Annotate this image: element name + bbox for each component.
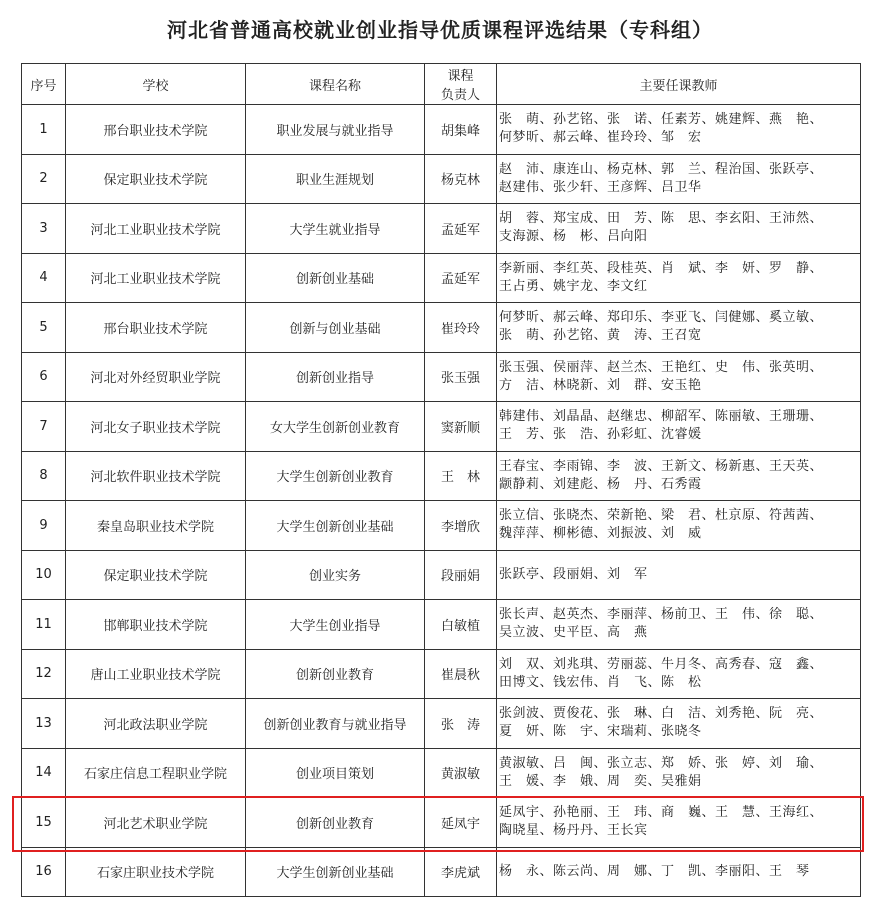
- cell-school: 河北政法职业学院: [66, 699, 246, 749]
- cell-course: 创新创业教育: [246, 798, 425, 848]
- cell-leader: 胡集峰: [425, 105, 497, 155]
- cell-leader: 杨克林: [425, 154, 497, 204]
- cell-course: 创新创业基础: [246, 253, 425, 303]
- cell-school: 河北艺术职业学院: [66, 798, 246, 848]
- table-row: [22, 649, 861, 699]
- header-teachers: 主要任课教师: [497, 64, 861, 105]
- results-table: [21, 63, 861, 897]
- cell-school: 河北对外经贸职业学院: [66, 352, 246, 402]
- cell-course: 大学生创新创业教育: [246, 451, 425, 501]
- cell-teachers: [497, 352, 861, 402]
- cell-no: 10: [22, 550, 66, 600]
- table-row: [22, 154, 861, 204]
- cell-teachers: [497, 402, 861, 452]
- teachers-line2: 方 洁、林晓新、刘 群、安玉艳: [499, 377, 702, 393]
- cell-leader: 王 林: [425, 451, 497, 501]
- teachers-line1: 黄淑敏、吕 闽、张立志、郑 娇、张 婷、刘 瑜、: [499, 755, 824, 771]
- teachers-line1: 张跃亭、段丽娟、刘 军: [499, 566, 648, 582]
- header-no: 序号: [22, 64, 66, 105]
- teachers-line1: 胡 蓉、郑宝成、田 芳、陈 思、李玄阳、王沛然、: [499, 211, 824, 227]
- cell-leader: 崔玲玲: [425, 303, 497, 353]
- teachers-line2: 王 芳、张 浩、孙彩虹、沈睿媛: [499, 427, 702, 443]
- table-row: [22, 699, 861, 749]
- cell-no: 13: [22, 699, 66, 749]
- cell-school: 河北软件职业技术学院: [66, 451, 246, 501]
- cell-leader: 李增欣: [425, 501, 497, 551]
- table-row: [22, 748, 861, 798]
- cell-school: 石家庄职业技术学院: [66, 847, 246, 897]
- teachers-line2: 赵建伟、张少轩、王彦辉、吕卫华: [499, 179, 702, 195]
- header-course: 课程名称: [246, 64, 425, 105]
- cell-school: 邯郸职业技术学院: [66, 600, 246, 650]
- cell-course: 大学生创新创业基础: [246, 847, 425, 897]
- cell-no: 11: [22, 600, 66, 650]
- cell-school: 唐山工业职业技术学院: [66, 649, 246, 699]
- teachers-line1: 何梦昕、郝云峰、郑印乐、李亚飞、闫健娜、奚立敏、: [499, 310, 824, 326]
- teachers-line2: 颛静莉、刘建彪、杨 丹、石秀霞: [499, 476, 702, 492]
- cell-course: 大学生创业指导: [246, 600, 425, 650]
- teachers-line2: 支海源、杨 彬、吕向阳: [499, 229, 648, 245]
- header-school: 学校: [66, 64, 246, 105]
- cell-teachers: [497, 154, 861, 204]
- cell-teachers: [497, 105, 861, 155]
- cell-no: 14: [22, 748, 66, 798]
- cell-no: 8: [22, 451, 66, 501]
- cell-school: 保定职业技术学院: [66, 550, 246, 600]
- table-row: [22, 303, 861, 353]
- cell-leader: 孟延军: [425, 204, 497, 254]
- table-header-row: [22, 64, 861, 105]
- table-row: [22, 451, 861, 501]
- teachers-line2: 陶晓星、杨丹丹、王长宾: [499, 823, 648, 839]
- cell-no: 4: [22, 253, 66, 303]
- header-leader-line2: 负责人: [440, 88, 480, 103]
- cell-teachers: [497, 699, 861, 749]
- teachers-line1: 李新丽、李红英、段桂英、肖 斌、李 妍、罗 静、: [499, 260, 824, 276]
- teachers-line1: 王春宝、李雨锦、李 波、王新文、杨新惠、王天英、: [499, 458, 824, 474]
- cell-leader: 白敏植: [425, 600, 497, 650]
- table-row: [22, 501, 861, 551]
- cell-no: 9: [22, 501, 66, 551]
- table-row: [22, 204, 861, 254]
- teachers-line1: 张立信、张晓杰、荣新艳、梁 君、杜京原、符茜茜、: [499, 508, 824, 524]
- cell-no: 3: [22, 204, 66, 254]
- cell-school: 邢台职业技术学院: [66, 105, 246, 155]
- teachers-line2: 夏 妍、陈 宇、宋瑞莉、张晓冬: [499, 724, 702, 740]
- cell-teachers: [497, 550, 861, 600]
- teachers-line2: 田博文、钱宏伟、肖 飞、陈 松: [499, 674, 702, 690]
- cell-leader: 孟延军: [425, 253, 497, 303]
- cell-no: 16: [22, 847, 66, 897]
- teachers-line1: 延凤宇、孙艳丽、王 玮、商 巍、王 慧、王海红、: [499, 805, 824, 821]
- cell-course: 职业生涯规划: [246, 154, 425, 204]
- cell-school: 邢台职业技术学院: [66, 303, 246, 353]
- teachers-line2: 王占勇、姚宇龙、李文红: [499, 278, 648, 294]
- cell-leader: 延凤宇: [425, 798, 497, 848]
- table-row: [22, 550, 861, 600]
- cell-school: 河北工业职业技术学院: [66, 253, 246, 303]
- cell-teachers: [497, 451, 861, 501]
- teachers-line2: 魏萍萍、柳彬德、刘振波、刘 威: [499, 526, 702, 542]
- cell-school: 河北女子职业技术学院: [66, 402, 246, 452]
- teachers-line2: 王 媛、李 娥、周 奕、吴雅娟: [499, 773, 702, 789]
- cell-teachers: [497, 253, 861, 303]
- cell-leader: 张玉强: [425, 352, 497, 402]
- cell-course: 女大学生创新创业教育: [246, 402, 425, 452]
- teachers-line1: 赵 沛、康连山、杨克林、郭 兰、程治国、张跃亭、: [499, 161, 824, 177]
- table-row: [22, 253, 861, 303]
- cell-no: 15: [22, 798, 66, 848]
- cell-course: 创业项目策划: [246, 748, 425, 798]
- teachers-line1: 杨 永、陈云尚、周 娜、丁 凯、李丽阳、王 琴: [499, 863, 810, 879]
- cell-course: 创新创业指导: [246, 352, 425, 402]
- teachers-line1: 韩建伟、刘晶晶、赵继忠、柳韶军、陈丽敏、王珊珊、: [499, 409, 824, 425]
- teachers-line2: 张 萌、孙艺铭、黄 涛、王召宽: [499, 328, 702, 344]
- table-row-highlighted: [22, 798, 861, 848]
- teachers-line1: 张玉强、侯丽萍、赵兰杰、王艳红、史 伟、张英明、: [499, 359, 824, 375]
- table-row: [22, 600, 861, 650]
- cell-no: 5: [22, 303, 66, 353]
- cell-no: 2: [22, 154, 66, 204]
- teachers-line2: 何梦昕、郝云峰、崔玲玲、邹 宏: [499, 130, 702, 146]
- cell-course: 创业实务: [246, 550, 425, 600]
- table-row: [22, 402, 861, 452]
- cell-leader: 窦新顺: [425, 402, 497, 452]
- cell-course: 创新与创业基础: [246, 303, 425, 353]
- cell-no: 6: [22, 352, 66, 402]
- cell-teachers: [497, 798, 861, 848]
- cell-teachers: [497, 748, 861, 798]
- cell-school: 秦皇岛职业技术学院: [66, 501, 246, 551]
- cell-teachers: [497, 649, 861, 699]
- cell-school: 保定职业技术学院: [66, 154, 246, 204]
- teachers-line1: 张 萌、孙艺铭、张 诺、任素芳、姚建辉、燕 艳、: [499, 112, 824, 128]
- cell-teachers: [497, 303, 861, 353]
- table-row: [22, 847, 861, 897]
- cell-course: 大学生创新创业基础: [246, 501, 425, 551]
- table-row: [22, 352, 861, 402]
- cell-leader: 黄淑敏: [425, 748, 497, 798]
- cell-leader: 段丽娟: [425, 550, 497, 600]
- page-title: 河北省普通高校就业创业指导优质课程评选结果（专科组）: [167, 18, 713, 42]
- header-leader-line1: 课程: [447, 69, 474, 84]
- cell-no: 12: [22, 649, 66, 699]
- header-leader: [425, 64, 497, 105]
- cell-course: 创新创业教育与就业指导: [246, 699, 425, 749]
- cell-no: 7: [22, 402, 66, 452]
- cell-teachers: [497, 204, 861, 254]
- cell-course: 创新创业教育: [246, 649, 425, 699]
- cell-no: 1: [22, 105, 66, 155]
- teachers-line1: 张剑波、贾俊花、张 琳、白 洁、刘秀艳、阮 亮、: [499, 706, 824, 722]
- teachers-line1: 刘 双、刘兆琪、劳丽蕊、牛月冬、高秀春、寇 鑫、: [499, 656, 824, 672]
- cell-teachers: [497, 501, 861, 551]
- cell-school: 石家庄信息工程职业学院: [66, 748, 246, 798]
- cell-leader: 崔晨秋: [425, 649, 497, 699]
- cell-course: 职业发展与就业指导: [246, 105, 425, 155]
- cell-teachers: [497, 600, 861, 650]
- cell-leader: 李虎斌: [425, 847, 497, 897]
- cell-leader: 张 涛: [425, 699, 497, 749]
- cell-school: 河北工业职业技术学院: [66, 204, 246, 254]
- teachers-line1: 张长声、赵英杰、李丽萍、杨前卫、王 伟、徐 聪、: [499, 607, 824, 623]
- cell-course: 大学生就业指导: [246, 204, 425, 254]
- teachers-line2: 吴立波、史平臣、高 燕: [499, 625, 648, 641]
- table-row: [22, 105, 861, 155]
- cell-teachers: [497, 847, 861, 897]
